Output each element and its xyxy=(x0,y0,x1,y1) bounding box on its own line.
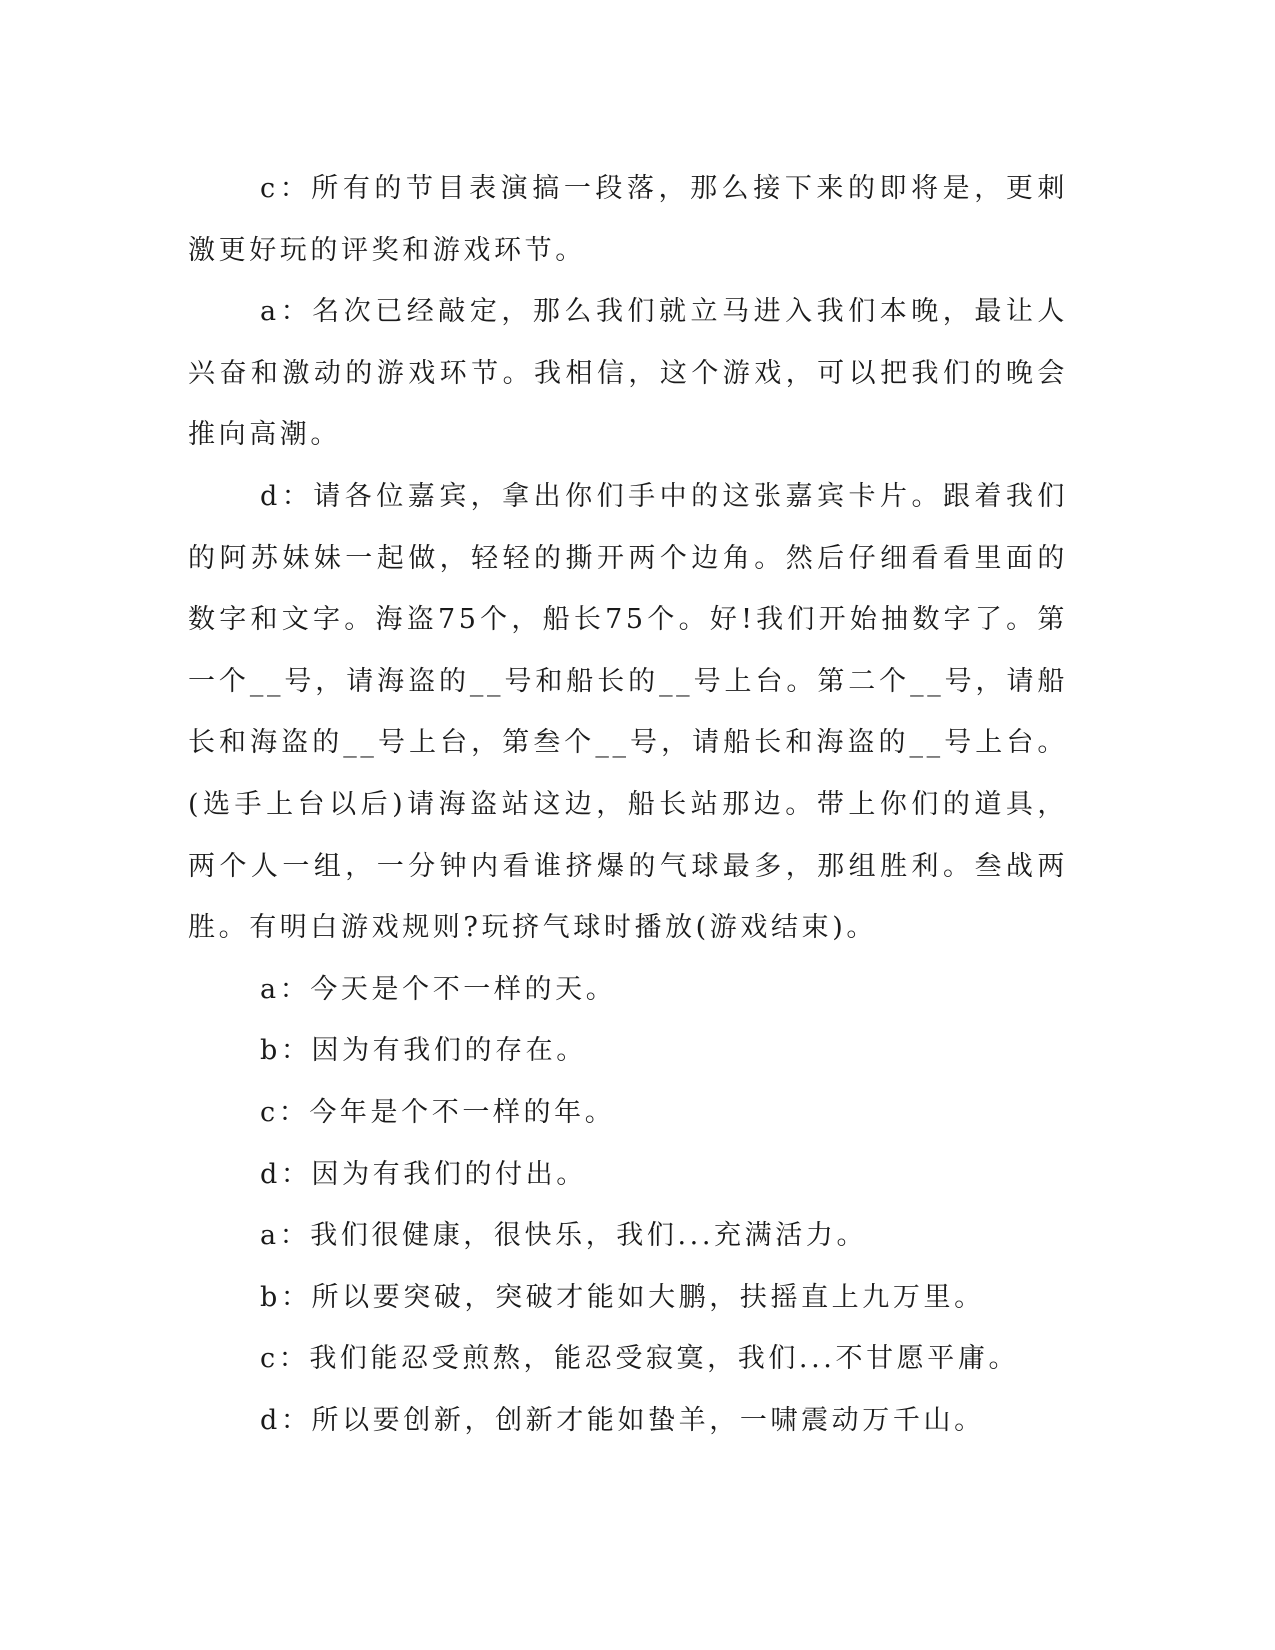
paragraph-9: b：所以要突破，突破才能如大鹏，扶摇直上九万里。 xyxy=(260,1281,985,1313)
paragraph-10: c：我们能忍受煎熬，能忍受寂寞，我们...不甘愿平庸。 xyxy=(260,1343,1020,1375)
paragraph-2: a：名次已经敲定，那么我们就立马进入我们本晚，最让人兴奋和激动的游戏环节。我相信，这个游戏，可以把我们的晚会推向高潮。 xyxy=(188,296,1068,451)
paragraph-6: c：今年是个不一样的年。 xyxy=(260,1096,616,1128)
paragraph-8: a：我们很健康，很快乐，我们...充满活力。 xyxy=(260,1220,868,1252)
paragraph-5: b：因为有我们的存在。 xyxy=(260,1035,587,1067)
paragraph-1: c：所有的节目表演搞一段落，那么接下来的即将是，更刺激更好玩的评奖和游戏环节。 xyxy=(188,173,1068,266)
paragraph-11: d：所以要创新，创新才能如蛰羊，一啸震动万千山。 xyxy=(260,1404,985,1436)
paragraph-3: d：请各位嘉宾，拿出你们手中的这张嘉宾卡片。跟着我们的阿苏妹妹一起做，轻轻的撕开两个边角。然后仔细看看里面的数字和文字。海盗75个，船长75个。好!我们开始抽数字了。第一个__号，请海盗的__号和船长的__号上台。第二个__号，请船长和海盗的__号上台，第叁个__号，请船长和海盗的__号上台。(选手上台以后)请海盗站这边，船长站那边。带上你们的道具，两个人一组，一分钟内看谁挤爆的气球最多，那组胜利。叁战两胜。有明白游戏规则?玩挤气球时播放(游戏结束)。 xyxy=(188,480,1068,944)
paragraph-7: d：因为有我们的付出。 xyxy=(260,1158,587,1190)
paragraph-4: a：今天是个不一样的天。 xyxy=(260,973,617,1005)
document-body xyxy=(188,158,1068,1451)
